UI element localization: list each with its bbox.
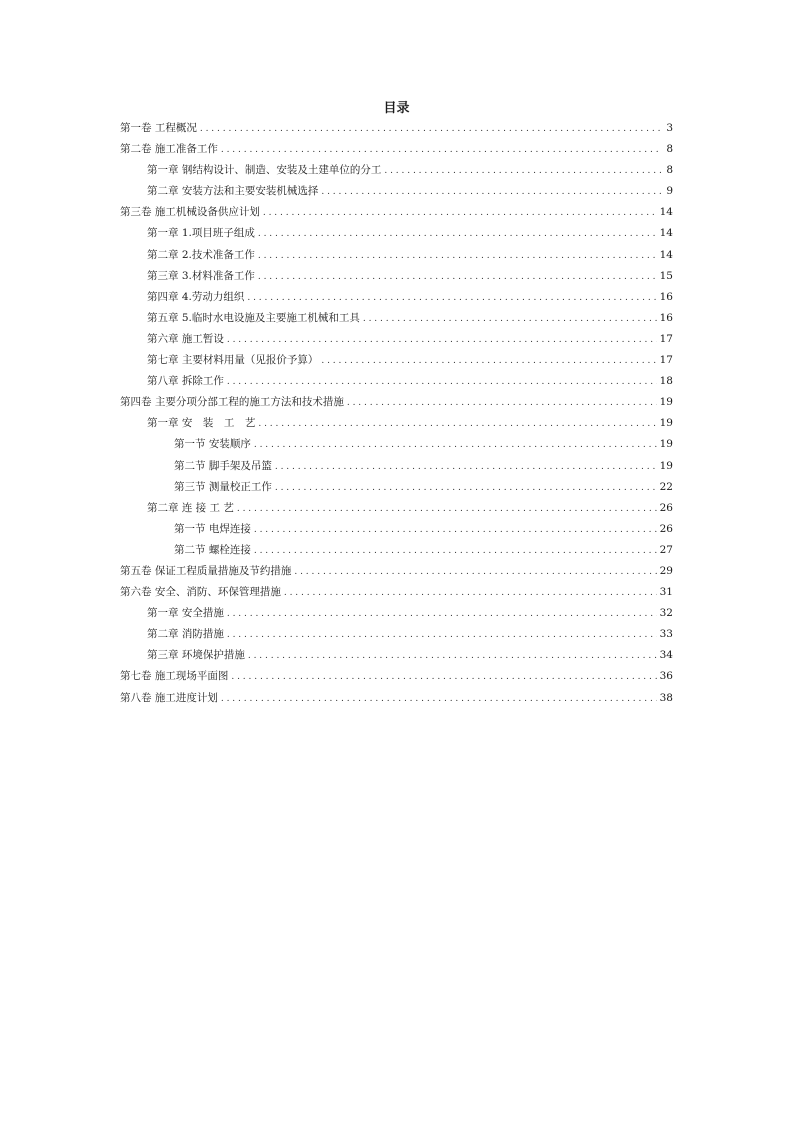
toc-entry[interactable]	[120, 603, 673, 624]
toc-page-number: 18	[659, 375, 673, 388]
toc-page-number: 19	[659, 438, 673, 451]
dot-leader	[237, 499, 657, 520]
dot-leader	[275, 457, 657, 478]
toc-page-number: 17	[659, 332, 673, 345]
dot-leader	[284, 583, 657, 604]
dot-leader	[227, 372, 657, 393]
toc-entry-label: 第五章 5.临时水电设施及主要施工机械和工具	[147, 311, 360, 324]
toc-title: 目录	[383, 101, 410, 116]
dot-leader	[347, 393, 657, 414]
toc-entry[interactable]	[120, 413, 673, 434]
toc-entry[interactable]	[120, 666, 673, 687]
toc-entry-label: 第二章 2.技术准备工作	[147, 248, 255, 261]
toc-entry-label: 第三章 3.材料准备工作	[147, 269, 255, 282]
toc-entry[interactable]	[120, 118, 673, 139]
toc-entry-label: 第二节 螺栓连接	[174, 543, 251, 556]
toc-entry[interactable]	[120, 519, 673, 540]
toc-entry-label: 第四章 4.劳动力组织	[147, 290, 245, 303]
dot-leader	[254, 435, 657, 456]
toc-entry[interactable]	[120, 392, 673, 413]
dot-leader	[254, 541, 657, 562]
toc-entry[interactable]	[120, 561, 673, 582]
toc-entry-label: 第一卷 工程概况	[120, 122, 197, 134]
toc-entry-label: 第二节 脚手架及吊篮	[174, 459, 272, 472]
toc-page-number: 22	[659, 480, 673, 493]
toc-entry-label: 第三卷 施工机械设备供应计划	[120, 206, 260, 219]
toc-entry-label: 第七章 主要材料用量（见报价予算）	[147, 354, 319, 367]
dot-leader	[294, 562, 656, 583]
toc-entry[interactable]	[120, 624, 673, 645]
toc-entry[interactable]	[120, 160, 673, 181]
toc-entry[interactable]	[120, 181, 673, 202]
toc-entry[interactable]	[120, 329, 673, 350]
toc-page-number: 32	[659, 607, 673, 620]
toc-entry-label: 第一节 安装顺序	[174, 438, 251, 451]
dot-leader	[200, 119, 662, 140]
toc-page-number: 19	[659, 459, 673, 472]
toc-page-number: 26	[659, 522, 673, 535]
toc-page-number: 9	[666, 185, 673, 198]
toc-page-number: 38	[659, 691, 673, 704]
dot-leader	[254, 520, 657, 541]
toc-page-number: 34	[659, 649, 673, 662]
toc-page-number: 17	[659, 354, 673, 367]
toc-page-number: 16	[659, 311, 673, 324]
toc-entry[interactable]	[120, 287, 673, 308]
dot-leader	[321, 351, 656, 372]
toc-page-number: 14	[659, 227, 673, 240]
toc-page-number: 19	[659, 396, 673, 409]
toc-page-number: 33	[659, 628, 673, 641]
toc-entry-label: 第三节 测量校正工作	[174, 480, 272, 493]
toc-page-number: 8	[666, 164, 673, 177]
toc-entry[interactable]	[120, 308, 673, 329]
toc-page-number: 36	[659, 670, 673, 683]
toc-page-number: 27	[659, 543, 673, 556]
toc-page-number: 16	[659, 290, 673, 303]
toc-entry[interactable]	[120, 266, 673, 287]
toc-page-number: 19	[659, 417, 673, 430]
toc-entry[interactable]	[120, 540, 673, 561]
toc-entry[interactable]	[120, 498, 673, 519]
toc-entry[interactable]	[120, 223, 673, 244]
dot-leader	[221, 140, 662, 161]
dot-leader	[258, 246, 657, 267]
toc-entry-label: 第一章 1.项目班子组成	[147, 227, 255, 240]
toc-page-number: 14	[659, 248, 673, 261]
dot-leader	[258, 267, 657, 288]
toc-entry[interactable]	[120, 477, 673, 498]
toc-page-number: 14	[659, 206, 673, 219]
toc-entry[interactable]	[120, 688, 673, 709]
toc-entry-label: 第七卷 施工现场平面图	[120, 670, 229, 683]
dot-leader	[227, 604, 657, 625]
toc-entry-label: 第六卷 安全、消防、环保管理措施	[120, 586, 281, 599]
toc-entry-label: 第五卷 保证工程质量措施及节约措施	[120, 564, 292, 577]
toc-page-number: 3	[666, 122, 673, 134]
dot-leader	[275, 478, 657, 499]
toc-entry[interactable]	[120, 371, 673, 392]
toc-entry-label: 第二章 安装方法和主要安装机械选择	[147, 185, 319, 198]
toc-entry[interactable]	[120, 350, 673, 371]
toc-entry-label: 第四卷 主要分项分部工程的施工方法和技术措施	[120, 396, 344, 409]
dot-leader	[248, 646, 657, 667]
toc-page-number: 15	[659, 269, 673, 282]
dot-leader	[384, 161, 662, 182]
dot-leader	[231, 667, 656, 688]
toc-page-number: 29	[659, 564, 673, 577]
toc-entry[interactable]	[120, 645, 673, 666]
dot-leader	[258, 414, 656, 435]
toc-entry-label: 第一章 安 装 工 艺	[147, 417, 256, 430]
dot-leader	[221, 689, 657, 710]
toc-entry-label: 第六章 施工暂设	[147, 332, 224, 345]
toc-entry-label: 第一章 钢结构设计、制造、安装及土建单位的分工	[147, 164, 382, 177]
toc-entry-label: 第一章 安全措施	[147, 607, 224, 620]
dot-leader	[258, 224, 657, 245]
toc-entry[interactable]	[120, 456, 673, 477]
toc-entry[interactable]	[120, 245, 673, 266]
toc-entry-label: 第二章 连 接 工 艺	[147, 501, 234, 514]
dot-leader	[263, 203, 657, 224]
dot-leader	[227, 330, 657, 351]
toc-entry-label: 第二章 消防措施	[147, 628, 224, 641]
toc-entry-label: 第八章 拆除工作	[147, 375, 224, 388]
toc-entry-label: 第八卷 施工进度计划	[120, 691, 218, 704]
toc-page-number: 26	[659, 501, 673, 514]
toc-entry-label: 第三章 环境保护措施	[147, 649, 245, 662]
dot-leader	[227, 625, 657, 646]
toc-entry-label: 第一节 电焊连接	[174, 522, 251, 535]
toc-entry[interactable]	[120, 582, 673, 603]
dot-leader	[247, 288, 656, 309]
dot-leader	[321, 182, 662, 203]
toc-entry[interactable]	[120, 139, 673, 160]
toc-entry-label: 第二卷 施工准备工作	[120, 143, 218, 156]
toc-page-number: 8	[666, 143, 673, 156]
toc-entry[interactable]	[120, 202, 673, 223]
dot-leader	[363, 309, 657, 330]
toc-page-number: 31	[659, 586, 673, 599]
table-of-contents	[120, 118, 673, 709]
toc-entry[interactable]	[120, 434, 673, 455]
